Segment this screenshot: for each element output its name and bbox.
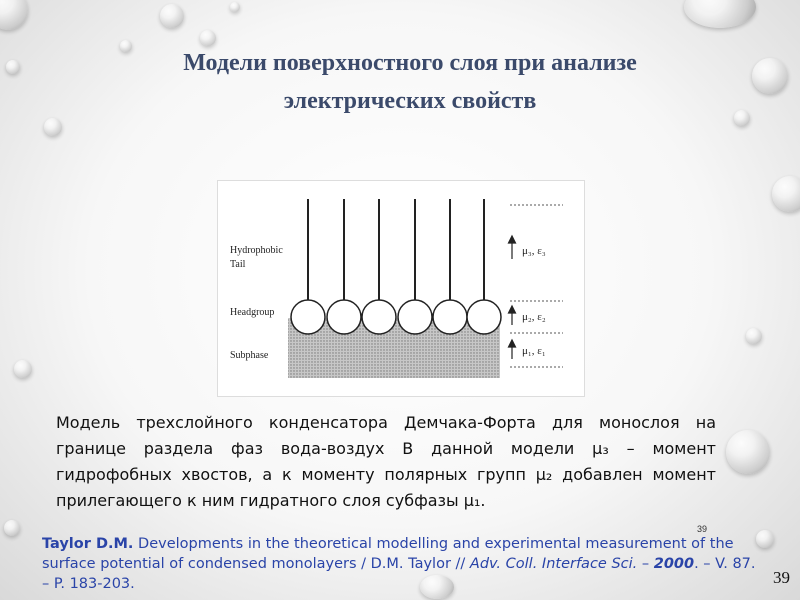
water-drop-decoration [4,520,20,536]
reference-separator: – [637,556,654,572]
reference-journal: Adv. Coll. Interface Sci. [469,556,638,572]
reference-author: Taylor D.M. [42,536,134,552]
slide-note-marker: 39 [697,524,708,534]
water-drop-decoration [734,110,750,126]
symbol-layer3: μ₃, ε₃ [522,245,546,257]
symbol-layer2: μ₂, ε₂ [522,311,546,323]
water-drop-decoration [0,0,28,30]
capacitor-model-figure [218,181,584,396]
water-drop-decoration [684,0,756,28]
water-drop-decoration [230,2,240,12]
label-subphase: Subphase [230,350,269,361]
label-tail: Tail [230,259,246,270]
model-description: Модель трехслойного конденсатора Демчака-Форта для монослоя на границе раздела фаз вода-воздух В данной модели μ₃ – момент гидрофобных хвостов, а к моменту полярных групп μ₂ добавлен момент прилегающего к ним гидратного слоя субфазы μ₁. [56,413,716,510]
literature-reference [42,534,762,594]
water-drop-decoration [746,328,762,344]
monolayer-diagram [217,180,585,397]
water-drop-decoration [160,4,184,28]
hydrophobic-tails [308,199,484,300]
label-hydrophobic: Hydrophobic [230,245,283,256]
water-drop-decoration [6,60,20,74]
page-number: 39 [773,568,790,587]
water-drop-decoration [752,58,788,94]
reference-text: Developments in the theoretical modelling and experimental measurement of the surface potential of condensed monolayers / D.M. Taylor // [42,536,734,572]
symbol-layer1: μ₁, ε₁ [522,345,546,357]
layer-boundaries [510,205,563,367]
dipole-arrows [509,236,516,359]
reference-year: 2000 [653,556,695,572]
water-drop-decoration [772,176,800,212]
slide-title: Модели поверхностного слоя при анализе электрических свойств [183,50,637,114]
reference-pages: . – V. 87. – P. 183-203. [42,556,756,592]
water-drop-decoration [44,118,62,136]
water-drop-decoration [726,430,770,474]
water-drop-decoration [14,360,32,378]
label-headgroup: Headgroup [230,307,275,318]
